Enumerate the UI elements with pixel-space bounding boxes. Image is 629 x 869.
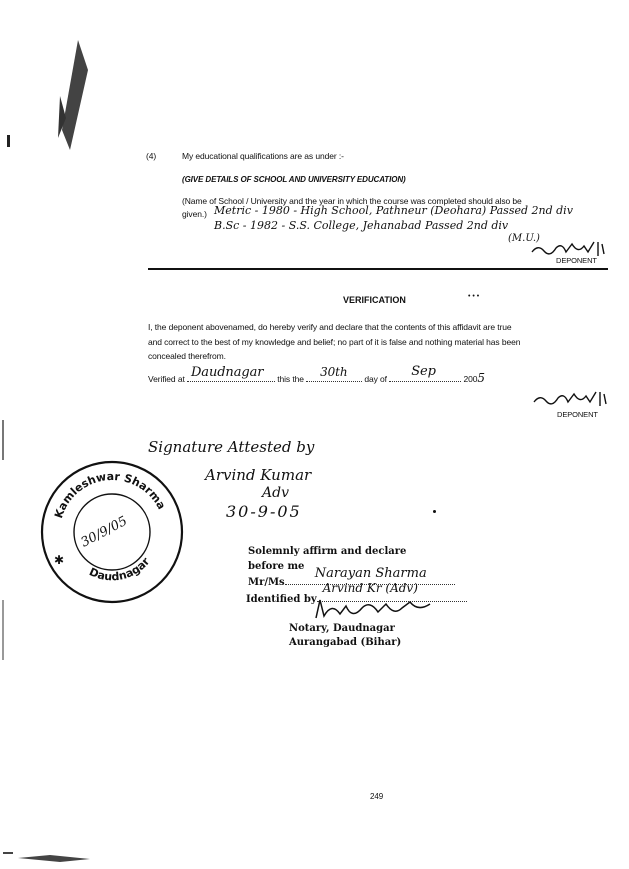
verification-title: VERIFICATION xyxy=(343,295,406,305)
identified-label: Identified by xyxy=(246,594,317,605)
notary-signature xyxy=(312,598,452,624)
notary-district: Aurangabad (Bihar) xyxy=(289,637,402,648)
year-suffix: 5 xyxy=(477,371,485,385)
section-divider xyxy=(148,268,608,270)
page-number: 249 xyxy=(370,792,384,801)
seal-center-date: 30/9/05 xyxy=(78,513,130,551)
verification-body-1: I, the deponent abovenamed, do hereby verify and declare that the contents of this affidavit are true xyxy=(148,322,512,332)
handwritten-university: (M.U.) xyxy=(508,233,540,244)
qualifications-note: (Name of School / University and the year in which the course was completed should also be xyxy=(182,196,522,206)
day-of-label: day of xyxy=(364,374,387,384)
verified-month: Sep xyxy=(411,364,436,379)
seal-bottom-text: Daudnagar xyxy=(87,555,153,584)
item-number: (4) xyxy=(146,151,157,161)
mr-label: Mr/Ms xyxy=(248,577,285,588)
attested-adv: Adv xyxy=(262,485,289,501)
seal-top-text: Kamleshwar Sharma xyxy=(52,469,169,521)
identified-name: Arvind Kr (Adv) xyxy=(322,581,418,595)
deponent-label-2: DEPONENT xyxy=(557,410,598,419)
notary-before-me: before me xyxy=(248,561,305,572)
notary-seal xyxy=(38,458,186,606)
qualifications-note-given: given.) xyxy=(182,209,207,219)
seal-star-icon: ✱ xyxy=(54,553,65,567)
qualifications-subheading: (GIVE DETAILS OF SCHOOL AND UNIVERSITY EDUCATION) xyxy=(182,175,406,184)
verification-body-3: concealed therefrom. xyxy=(148,351,226,361)
verified-at-line xyxy=(148,364,485,385)
deponent-signature-2 xyxy=(530,388,610,410)
verification-body-2: and correct to the best of my knowledge and belief; no part of it is false and nothing material has been xyxy=(148,337,521,347)
handwritten-bsc: B.Sc - 1982 - S.S. College, Jehanabad Passed 2nd div xyxy=(214,219,509,232)
notary-location: Notary, Daudnagar xyxy=(289,623,395,634)
deponent-label-1: DEPONENT xyxy=(556,256,597,265)
attested-date: 30-9-05 xyxy=(226,502,302,521)
attested-name: Arvind Kumar xyxy=(205,466,312,484)
verified-day: 30th xyxy=(320,365,348,379)
year-prefix: 200 xyxy=(463,374,478,384)
attested-by: Signature Attested by xyxy=(148,438,315,456)
verification-mark: • • • xyxy=(468,293,480,300)
handwritten-metric: Metric - 1980 - High School, Pathneur (Deohara) Passed 2nd div xyxy=(214,204,573,217)
mr-name: Narayan Sharma xyxy=(314,566,427,581)
this-the-label: this the xyxy=(277,374,304,384)
qualifications-heading: My educational qualifications are as under :- xyxy=(182,151,344,161)
verified-place: Daudnagar xyxy=(190,365,264,380)
speck xyxy=(433,510,436,513)
verified-at-label: Verified at xyxy=(148,374,185,384)
notary-affirm: Solemnly affirm and declare xyxy=(248,546,407,557)
